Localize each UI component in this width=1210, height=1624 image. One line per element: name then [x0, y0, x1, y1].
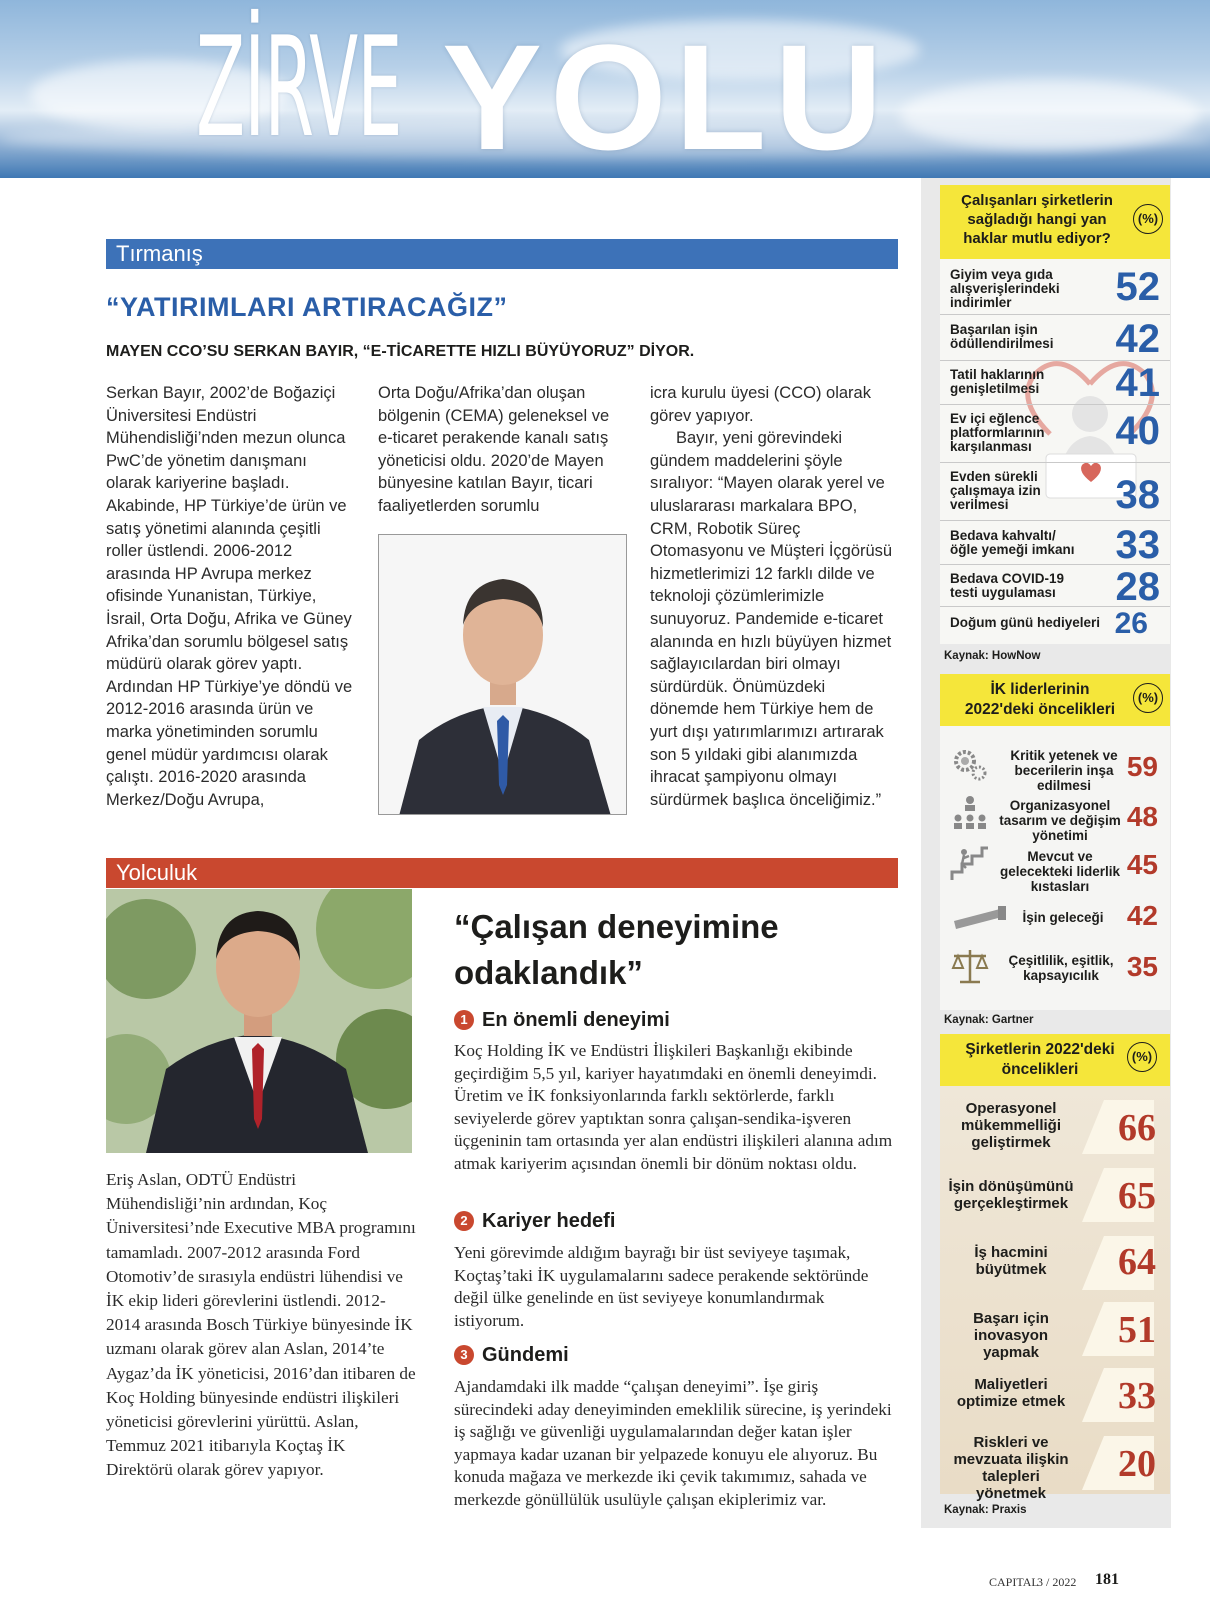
item-value: 33 — [1118, 1375, 1156, 1417]
question-title: Gündemi — [482, 1344, 569, 1366]
title-bold: YOLU — [442, 13, 891, 178]
portrait-man-suit-icon — [379, 535, 627, 815]
item-value: 66 — [1118, 1107, 1156, 1149]
item-value: 38 — [1115, 473, 1160, 517]
item-label: İşin dönüşümünü gerçekleştirmek — [948, 1178, 1074, 1212]
question-3-heading — [454, 1344, 569, 1367]
telescope-icon — [950, 897, 1010, 937]
list-item — [940, 607, 1170, 639]
item-value: 42 — [1115, 317, 1160, 361]
header-banner — [0, 0, 1210, 178]
item-value: 45 — [1126, 849, 1158, 880]
bio-eris-aslan: Eriş Aslan, ODTÜ Endüstri Mühendisliği’nin ardından, Koç Üniversitesi’nde Executive MBA programını tamamladı. 2007-2012 arasında Ford Otomotiv’de sırasıyla endüstri lühendisi ve İK ekip lideri görevlerini üstlendi. 2012-2014 arasında Bosch Türkiye bünyesinde İK uzmanı olarak görev alan Aslan, 2014’te Aygaz’da İK yöneticisi, 2016’dan itibaren de Koç Holding bünyesinde endüstri ilişkileri yöneticisi görevlerini yürüttü. Aslan, Temmuz 2021 itibarıyla Koçtaş İK Direktörü olarak görev yapıyor. — [106, 1170, 416, 1480]
item-value: 51 — [1118, 1309, 1156, 1351]
stairs-climber-icon — [950, 842, 990, 882]
headline-tirmanis: “YATIRIMLARI ARTIRACAĞIZ” — [106, 292, 508, 322]
list-item — [940, 565, 1170, 607]
item-value: 65 — [1118, 1175, 1156, 1217]
list-item — [940, 361, 1170, 405]
question-1-heading — [454, 1009, 670, 1032]
item-value: 42 — [1126, 900, 1158, 931]
title-light: ZİRVE — [196, 7, 402, 168]
scales-icon — [950, 946, 990, 986]
box1-list — [940, 259, 1170, 644]
item-label: Bedava COVID-19 testi uygulaması — [950, 571, 1065, 600]
portrait-man-outdoor-icon — [106, 889, 412, 1153]
paragraph: icra kurulu üyesi (CCO) olarak görev yapıyor. — [650, 384, 871, 425]
item-value: 41 — [1115, 361, 1160, 405]
source-box3: Kaynak: Praxis — [944, 1504, 1027, 1516]
source-box1: Kaynak: HowNow — [944, 650, 1041, 662]
item-value: 48 — [1126, 801, 1158, 832]
item-label: Çeşitlilik, eşitlik, kapsayıcılık — [1008, 953, 1114, 983]
item-value: 28 — [1115, 565, 1160, 609]
box3-title: Şirketlerin 2022'deki öncelikleri — [940, 1034, 1170, 1086]
question-title: Kariyer hedefi — [482, 1210, 616, 1232]
item-label: Mevcut ve gelecekteki liderlik kıstasları — [999, 849, 1121, 894]
item-value: 35 — [1126, 951, 1158, 982]
item-label: Giyim veya gıda alışverişlerindeki indirimler — [950, 267, 1060, 310]
item-value: 26 — [1114, 607, 1148, 640]
list-item — [940, 521, 1170, 565]
item-label: Maliyetleri optimize etmek — [956, 1376, 1066, 1410]
photo-eris-aslan — [106, 889, 412, 1153]
item-value: 20 — [1118, 1443, 1156, 1485]
footer-issue: 3 / 2022 — [1037, 1575, 1077, 1589]
item-label: İş hacmini büyütmek — [974, 1244, 1048, 1278]
percent-badge: (%) — [1133, 683, 1163, 713]
item-label: Riskleri ve mevzuata ilişkin talepleri yönetmek — [953, 1434, 1069, 1502]
org-chart-icon — [950, 794, 990, 834]
list-item — [940, 463, 1170, 521]
box1-title: Çalışanları şirketlerin sağladığı hangi yan haklar mutlu ediyor? — [940, 185, 1170, 259]
quote-title: “Çalışan deneyimine odaklandık” — [454, 908, 779, 991]
item-value: 64 — [1118, 1241, 1156, 1283]
item-label: Organizasyonel tasarım ve değişim yönetimi — [999, 798, 1121, 843]
photo-serkan-bayir — [378, 534, 627, 815]
item-label: İşin geleceği — [1022, 910, 1104, 925]
percent-badge: (%) — [1133, 204, 1163, 234]
item-label: Ev içi eğlence platformlarının karşılanması — [950, 411, 1045, 454]
item-label: Başarılan işin ödüllendirilmesi — [950, 322, 1054, 351]
box2-title: İK liderlerinin 2022'deki öncelikleri — [940, 674, 1170, 726]
percent-badge: (%) — [1127, 1042, 1157, 1072]
item-value: 52 — [1115, 265, 1160, 309]
item-value: 59 — [1126, 751, 1158, 782]
answer-1: Koç Holding İK ve Endüstri İlişkileri Başkanlığı ekibinde geçirdiğim 5,5 yıl, kariyer hayatımdaki en önemli deneyimdi. Üretim ve İK fonksiyonlarında farklı sektörlerde, farklı seviyelerde görev yaptıktan sonra çalışan-sendika-işveren üçgeninin tam ortasında yer alan endüstri ilişkileri alanına adım atmak kariyerim açısından önemli bir dönüm noktası oldu. — [454, 1041, 893, 1173]
number-badge: 2 — [454, 1211, 474, 1231]
item-label: Evden sürekli çalışmaya izin verilmesi — [950, 469, 1041, 512]
item-value: 33 — [1115, 523, 1160, 567]
article-column-2 — [378, 382, 628, 518]
subheadline-tirmanis: MAYEN CCO’SU SERKAN BAYIR, “E-TİCARETTE HIZLI BÜYÜYORUZ” DİYOR. — [106, 343, 695, 360]
question-title: En önemli deneyimi — [482, 1009, 670, 1031]
page-number: 181 — [1095, 1571, 1119, 1588]
paragraph: Orta Doğu/Afrika’dan oluşan bölgenin (CEMA) geleneksel ve e-ticaret perakende kanalı satış yöneticisi oldu. 2020’de Mayen bünyesine katılan Bayır, ticari faaliyetlerden sorumlu — [378, 384, 610, 515]
source-box2: Kaynak: Gartner — [944, 1014, 1034, 1026]
number-badge: 3 — [454, 1345, 474, 1365]
footer-magazine: CAPITAL — [989, 1575, 1039, 1589]
section-bar-tirmanis: Tırmanış — [106, 239, 898, 269]
item-label: Başarı için inovasyon yapmak — [973, 1310, 1049, 1361]
section-bar-yolculuk: Yolculuk — [106, 858, 898, 888]
item-label: Tatil haklarının genişletilmesi — [950, 367, 1045, 396]
question-2-heading — [454, 1210, 615, 1233]
paragraph: Serkan Bayır, 2002’de Boğaziçi Üniversitesi Endüstri Mühendisliği’nden mezun olunca PwC’de yönetim danışmanı olarak kariyerine başladı. Akabinde, HP Türkiye’de ürün ve satış yönetimi alanında çeşitli roller üstlendi. 2006-2012 arasında HP Avrupa merkez ofisinde Yunanistan, Türkiye, İsrail, Orta Doğu, Afrika ve Güney Afrika’dan sorumlu bölgesel satış müdürü olarak görev yaptı. Ardından HP Türkiye’ye döndü ve 2012-2016 arasında ürün ve marka yönetiminden sorumlu genel müdür yardımcısı olarak çalıştı. 2016-2020 arasında Merkez/Doğu Avrupa, — [106, 384, 353, 809]
item-value: 40 — [1115, 409, 1160, 453]
item-label: Bedava kahvaltı/ öğle yemeği imkanı — [950, 528, 1075, 557]
answer-3: Ajandamdaki ilk madde “çalışan deneyimi”. İşe giriş sürecindeki aday deneyiminden emeklilik sürecine, iş yerindeki iş sağlığı ve güvenliği uygulamalarından değer katan işler yapmaya kadar uzanan bir yelpazede konuyu ele alıyoruz. Bu konuda mağaza ve merkezde iki çevik takımımız, sahada ve merkezde gönüllülük usulüyle çalışan ekiplerimiz var. — [454, 1377, 892, 1509]
gears-icon — [950, 744, 990, 784]
paragraph: Bayır, yeni görevindeki gündem maddelerini şöyle sıralıyor: “Mayen olarak yerel ve uluslararası markalara BPO, CRM, Robotik Süreç Otomasyonu ve Müşteri İçgörüsü hizmetlerimizi 12 farklı dilde ve teknoloji çözümlerimizle sunuyoruz. Pandemide e-ticaret alanında en hızlı büyüyen hizmet sağlayıcılardan biri olmayı sürdürdük. Önümüzdeki dönemde hem Türkiye hem de yurt dışı yatırımlarımızı artırarak son 5 yıldaki gibi alanımızda ihracat şampiyonu olmayı sürdürmek başlıca önceliğimiz.” — [650, 429, 893, 809]
item-label: Kritik yetenek ve becerilerin inşa edilmesi — [1010, 748, 1118, 793]
item-label: Operasyonel mükemmelliği geliştirmek — [960, 1100, 1062, 1151]
list-item — [940, 259, 1170, 315]
article-column-3 — [650, 382, 898, 811]
item-label: Doğum günü hediyeleri — [950, 615, 1101, 630]
number-badge: 1 — [454, 1010, 474, 1030]
answer-2: Yeni görevimde aldığım bayrağı bir üst seviyeye taşımak, Koçtaş’taki İK uygulamalarını sadece perakende sektöründe değil ülke genelinde en üst seviyeye konumlandırmak istiyorum. — [454, 1243, 869, 1330]
list-item — [940, 315, 1170, 361]
article-column-1 — [106, 382, 356, 811]
list-item — [940, 405, 1170, 463]
